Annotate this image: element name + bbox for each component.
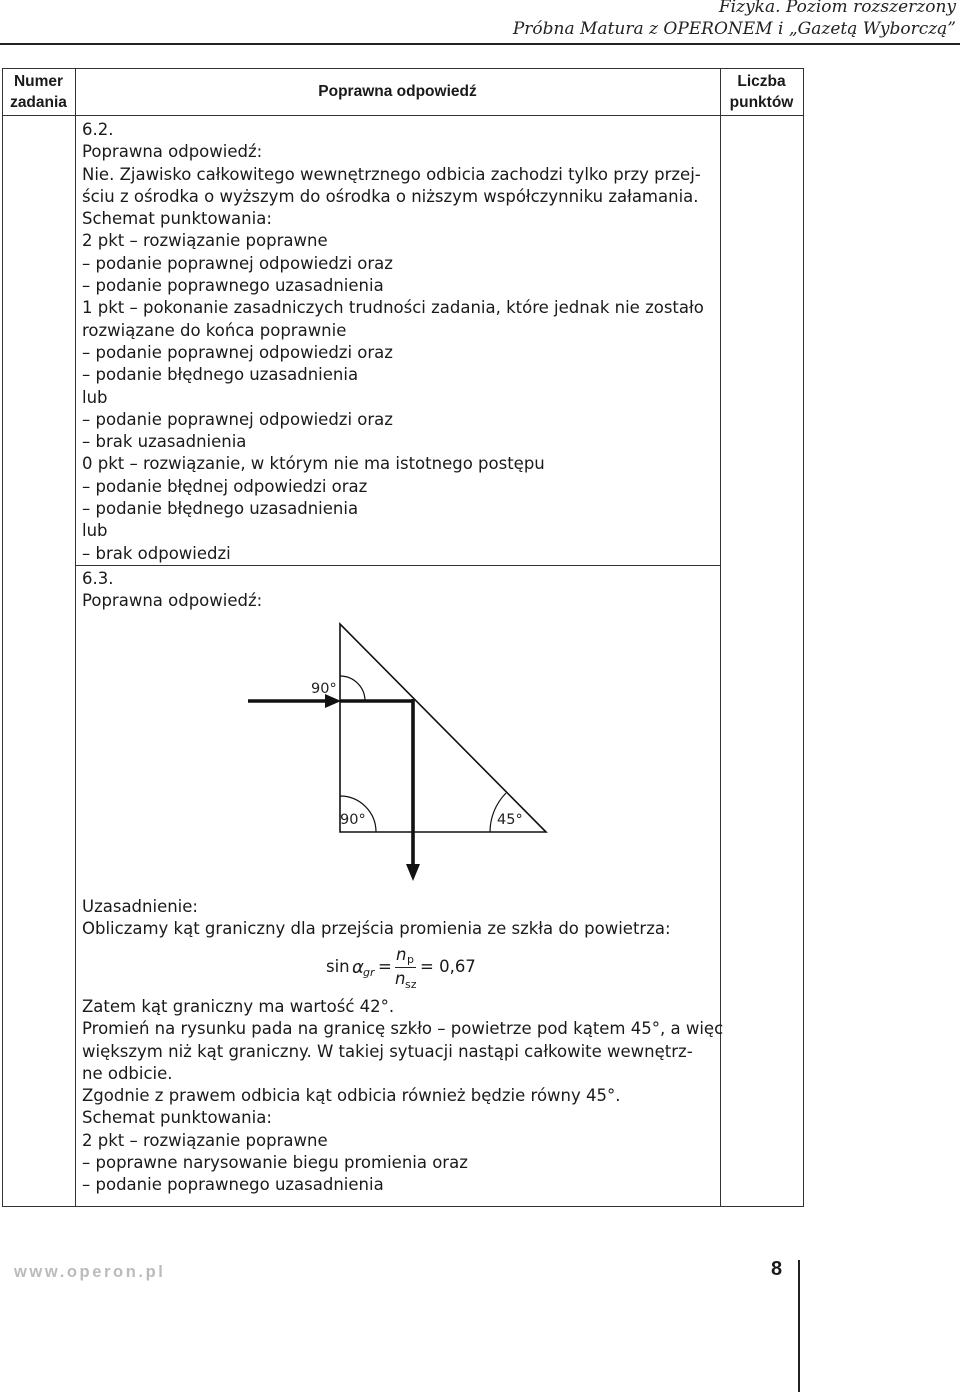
text-line: Zgodnie z prawem odbicia kąt odbicia również będzie równy 45°. [82,1086,621,1106]
justification-text: Obliczamy kąt graniczny dla przejścia promienia ze szkła do powietrza: [82,919,671,939]
reflected-arrow-icon [406,864,420,881]
scoring-line: lub [82,521,108,541]
angle-label-bottom-right: 45° [497,812,523,828]
scoring-line: – podanie błędnego uzasadnienia [82,365,359,385]
scoring-line: – podanie poprawnej odpowiedzi oraz [82,409,393,429]
page-number: 8 [771,1258,783,1280]
text-line: ne odbicie. [82,1063,173,1083]
scoring-line: rozwiązane do końca poprawnie [82,320,347,340]
fraction-bar [395,967,416,968]
scoring-line: – brak odpowiedzi [82,543,231,563]
task-number: 6.3. [82,569,114,588]
col-header-answer: Poprawna odpowiedź [318,83,477,100]
scoring-line: – podanie poprawnego uzasadnienia [82,276,384,296]
col-header-points: Liczba punktów [729,73,794,111]
scoring-line: 2 pkt – rozwiązanie poprawne [82,231,328,251]
scoring-line: – podanie poprawnego uzasadnienia [82,1175,384,1195]
footer-divider [798,1260,800,1392]
justification-label: Uzasadnienie: [82,897,198,916]
text-line: większym niż kąt graniczny. W takiej sytuacji nastąpi całkowite wewnętrz- [82,1041,693,1061]
scoring-line: – brak uzasadnienia [82,432,247,452]
header-exam-title: Próbna Matura z OPERONEM i „Gazetą Wyborczą” [512,19,956,39]
scoring-line: – podanie błędnej odpowiedzi oraz [82,476,368,496]
scoring-line: – podanie poprawnej odpowiedzi oraz [82,253,393,273]
angle-label-bottom-left: 90° [340,812,366,828]
text-line: Promień na rysunku pada na granicę szkło – powietrze pod kątem 45°, a więc [82,1019,724,1039]
scoring-line: 2 pkt – rozwiązanie poprawne [82,1130,328,1150]
scoring-line: – poprawne narysowanie biegu promienia oraz [82,1153,468,1173]
answer-label: Poprawna odpowiedź: [82,591,263,611]
text-line: Zatem kąt graniczny ma wartość 42°. [82,997,395,1016]
scoring-label: Schemat punktowania: [82,209,272,229]
task-number: 6.2. [82,120,114,139]
scoring-line: lub [82,387,108,407]
angle-arc-top [340,676,365,701]
prism-triangle [340,624,546,832]
scoring-line: – podanie błędnego uzasadnienia [82,499,359,519]
col-header-task-number: Numer zadania [10,73,67,111]
section-6-3-justification [82,896,671,941]
scoring-line: 1 pkt – pokonanie zasadniczych trudności zadania, które jednak nie zostało [82,298,704,318]
angle-label-top: 90° [311,681,337,697]
scoring-label: Schemat punktowania: [82,1108,272,1128]
footer-website-link[interactable]: www.operon.pl [14,1263,166,1281]
header-subject: Fizyka. Poziom rozszerzony [718,0,956,17]
answer-text: Nie. Zjawisko całkowitego wewnętrznego odbicia zachodzi tylko przy przej- [82,164,701,184]
section-6-3-conclusion [82,996,723,1197]
answer-label: Poprawna odpowiedź: [82,142,263,162]
answer-text: ściu z ośrodka o wyższym do ośrodka o niższym współczynniku załamania. [82,186,699,206]
scoring-line: 0 pkt – rozwiązanie, w którym nie ma istotnego postępu [82,454,545,474]
scoring-line: – podanie poprawnej odpowiedzi oraz [82,342,393,362]
